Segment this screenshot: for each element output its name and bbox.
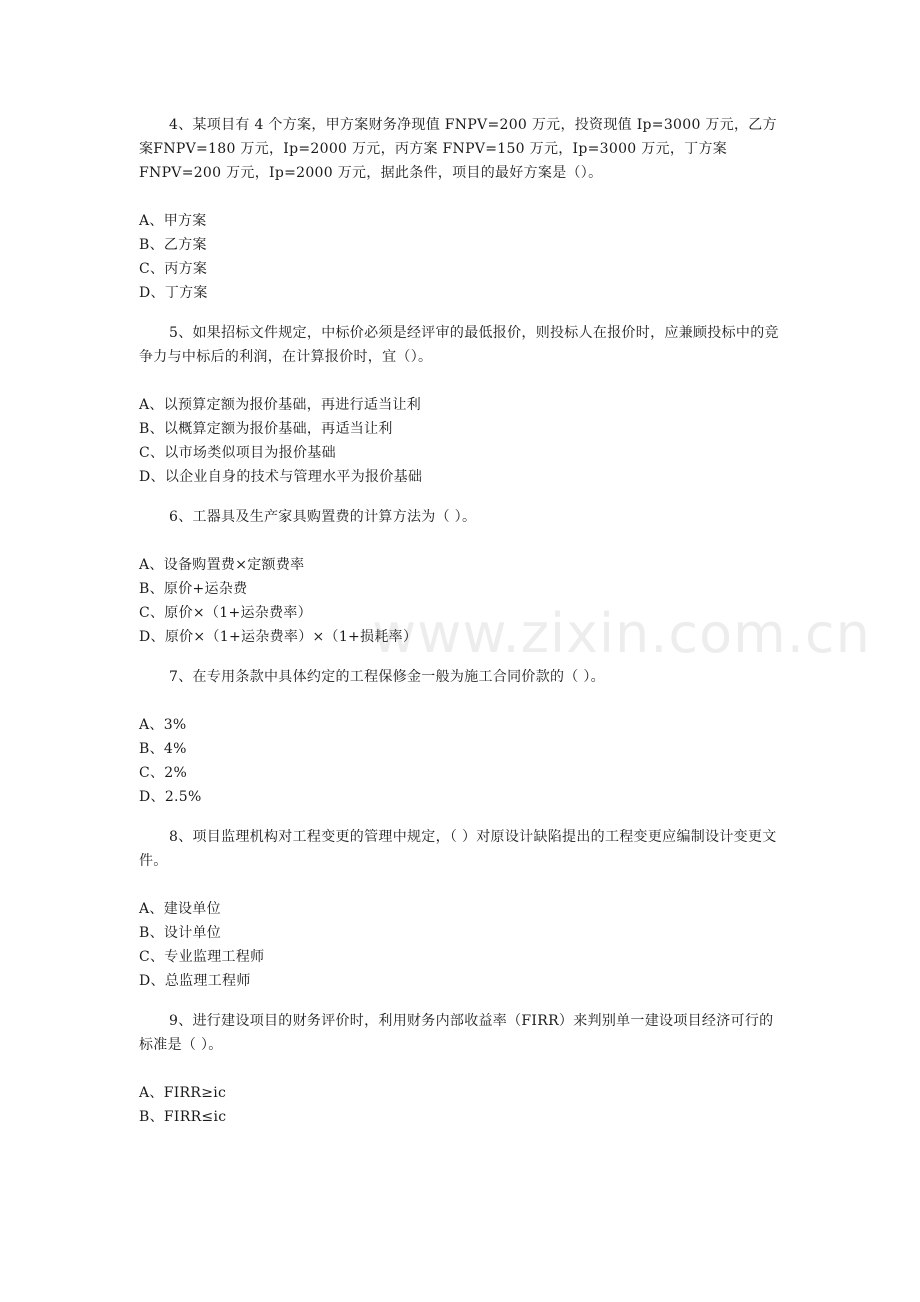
option-b: B、FIRR≤ic <box>139 1109 227 1125</box>
question-4 <box>139 113 784 305</box>
option-list <box>139 1081 784 1129</box>
option-list <box>139 393 784 489</box>
option-a: A、以预算定额为报价基础，再进行适当让利 <box>139 397 422 413</box>
watermark: www.zixin.com.cn <box>372 602 871 665</box>
option-c: C、以市场类似项目为报价基础 <box>139 445 336 461</box>
option-a: A、FIRR≥ic <box>139 1085 227 1101</box>
option-a: A、甲方案 <box>139 213 207 229</box>
question-stem: 7、在专用条款中具体约定的工程保修金一般为施工合同价款的（ ）。 <box>169 669 605 685</box>
option-d: D、2.5% <box>139 789 202 805</box>
option-d: D、丁方案 <box>139 285 208 301</box>
option-a: A、设备购置费×定额费率 <box>139 557 305 573</box>
question-stem: 8、项目监理机构对工程变更的管理中规定，（ ）对原设计缺陷提出的工程变更应编制设计变更文件。 <box>139 829 777 869</box>
option-a: A、3% <box>139 717 187 733</box>
question-7 <box>139 665 784 809</box>
option-c: C、2% <box>139 765 188 781</box>
question-stem: 4、某项目有 4 个方案，甲方案财务净现值 FNPV=200 万元，投资现值 Ip=3000 万元，乙方案FNPV=180 万元，Ip=2000 万元，丙方案 FNPV=150 万元，Ip=3000 万元，丁方案 FNPV=200 万元，Ip=2000 万元，据此条件，项目的最好方案是（）。 <box>139 117 777 181</box>
question-stem: 6、工器具及生产家具购置费的计算方法为（ ）。 <box>169 509 477 525</box>
option-list <box>139 209 784 305</box>
option-d: D、以企业自身的技术与管理水平为报价基础 <box>139 469 423 485</box>
option-a: A、建设单位 <box>139 901 221 917</box>
document-page <box>139 113 784 1145</box>
option-list <box>139 553 784 649</box>
option-b: B、设计单位 <box>139 925 222 941</box>
option-b: B、原价+运杂费 <box>139 581 248 597</box>
option-list <box>139 713 784 809</box>
option-c: C、原价×（1+运杂费率） <box>139 605 312 621</box>
option-list <box>139 897 784 993</box>
question-stem: 5、如果招标文件规定，中标价必须是经评审的最低报价，则投标人在报价时，应兼顾投标中的竞争力与中标后的利润，在计算报价时，宜（）。 <box>139 325 779 365</box>
option-d: D、原价×（1+运杂费率）×（1+损耗率） <box>139 629 418 645</box>
question-stem: 9、进行建设项目的财务评价时，利用财务内部收益率（FIRR）来判别单一建设项目经济可行的标准是（ ）。 <box>139 1013 774 1053</box>
question-5 <box>139 321 784 489</box>
option-b: B、以概算定额为报价基础，再适当让利 <box>139 421 393 437</box>
question-6 <box>139 505 784 649</box>
option-b: B、4% <box>139 741 187 757</box>
question-9 <box>139 1009 784 1129</box>
option-d: D、总监理工程师 <box>139 973 251 989</box>
question-8 <box>139 825 784 993</box>
option-c: C、丙方案 <box>139 261 208 277</box>
option-b: B、乙方案 <box>139 237 207 253</box>
option-c: C、专业监理工程师 <box>139 949 265 965</box>
